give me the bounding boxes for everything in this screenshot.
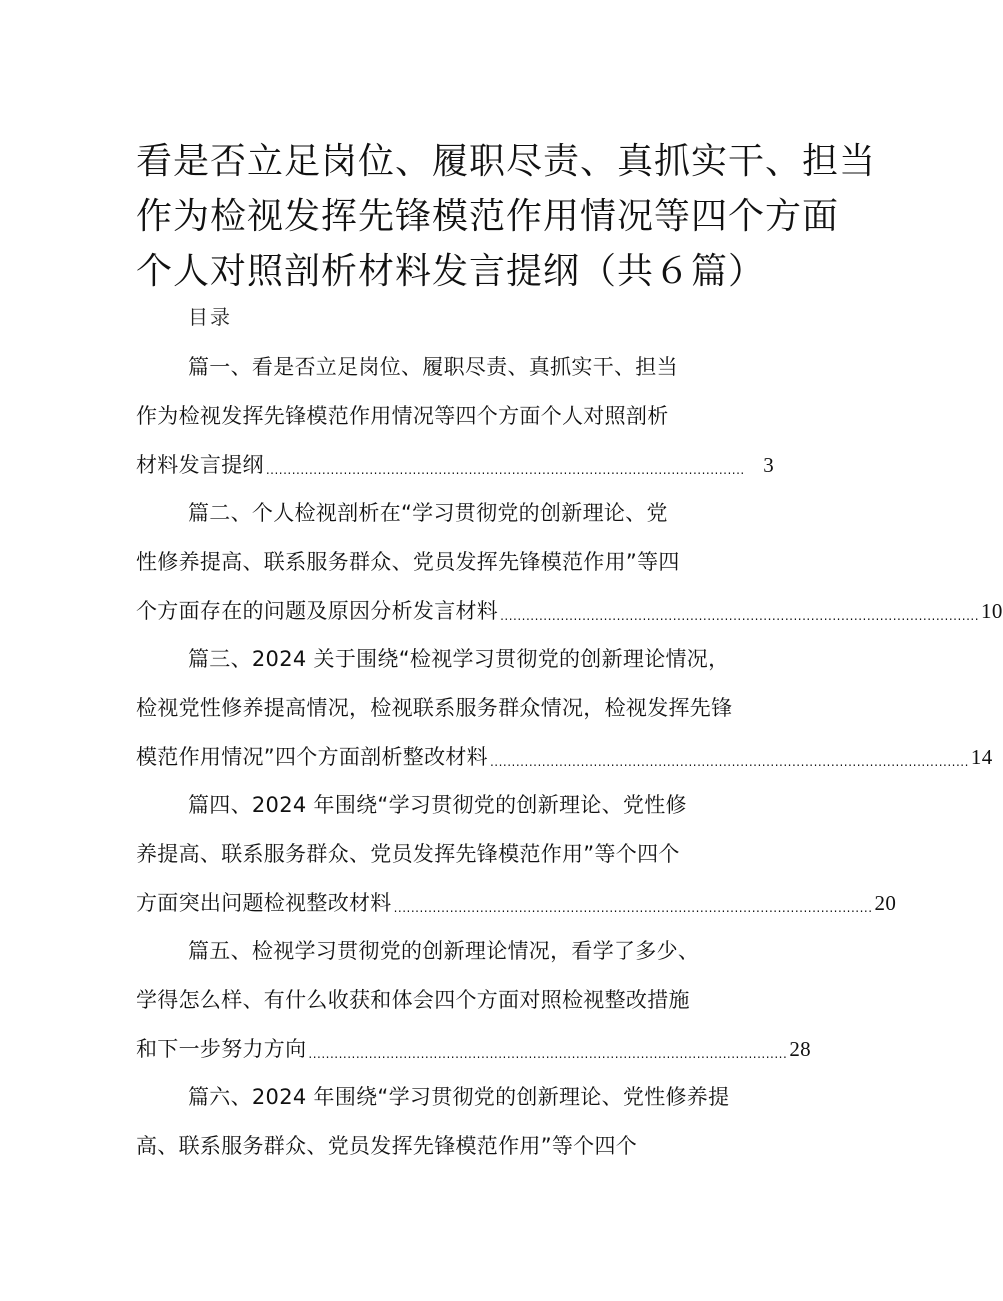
- toc-entry-title-tail: 材料发言提纲: [136, 453, 264, 477]
- title-line: 个人对照剖析材料发言提纲（共６篇）: [136, 251, 766, 292]
- toc-entry-5-line-2[interactable]: 学得怎么样、有什么收获和体会四个方面对照检视整改措施: [136, 988, 690, 1012]
- toc-page-number: 14: [970, 745, 993, 769]
- toc-entry-1-line-2[interactable]: 作为检视发挥先锋模范作用情况等四个方面个人对照剖析: [136, 404, 669, 428]
- toc-page-number: 10: [981, 599, 1003, 623]
- toc-entry-2-line-1[interactable]: 篇二、个人检视剖析在“学习贯彻党的创新理论、党: [188, 501, 668, 525]
- toc-entry-1-line-3[interactable]: [136, 449, 774, 481]
- table-of-contents: [136, 0, 1003, 1301]
- title-line: 作为检视发挥先锋模范作用情况等四个方面: [136, 196, 840, 237]
- toc-entry-2-line-3[interactable]: [136, 595, 1003, 627]
- title-line: 看是否立足岗位、履职尽责、真抓实干、担当: [136, 141, 877, 182]
- dot-leader: ...............................................................................................................: [308, 1047, 788, 1061]
- toc-entry-title-tail: 模范作用情况”四个方面剖析整改材料: [136, 745, 488, 769]
- toc-entry-title-tail: 和下一步努力方向: [136, 1037, 307, 1061]
- dot-leader: ...............................................................................................................: [489, 755, 969, 769]
- toc-entry-3-line-2[interactable]: 检视党性修养提高情况，检视联系服务群众情况，检视发挥先锋: [136, 696, 733, 720]
- dot-leader: ...............................................................................................................: [265, 463, 745, 477]
- toc-entry-4-line-2[interactable]: 养提高、联系服务群众、党员发挥先锋模范作用”等个四个: [136, 842, 680, 866]
- toc-entry-6-line-2[interactable]: 高、联系服务群众、党员发挥先锋模范作用”等个四个: [136, 1134, 638, 1158]
- toc-entry-4-line-3[interactable]: [136, 887, 897, 919]
- toc-entry-title-tail: 方面突出问题检视整改材料: [136, 891, 392, 915]
- toc-entry-title-tail: 个方面存在的问题及原因分析发言材料: [136, 599, 499, 623]
- toc-page-number: 3: [763, 453, 774, 477]
- toc-entry-1-line-1[interactable]: 篇一、看是否立足岗位、履职尽责、真抓实干、担当: [188, 355, 678, 379]
- toc-page-number: 20: [874, 891, 897, 915]
- toc-entry-5-line-1[interactable]: 篇五、检视学习贯彻党的创新理论情况，看学了多少、: [188, 939, 700, 963]
- toc-entry-5-line-3[interactable]: [136, 1033, 811, 1065]
- toc-entry-4-line-1[interactable]: 篇四、2024 年围绕“学习贯彻党的创新理论、党性修: [188, 793, 687, 817]
- dot-leader: ...............................................................................................................: [500, 609, 980, 623]
- toc-entry-2-line-2[interactable]: 性修养提高、联系服务群众、党员发挥先锋模范作用”等四: [136, 550, 680, 574]
- dot-leader: ...............................................................................................................: [393, 901, 873, 915]
- toc-entry-6-line-1[interactable]: 篇六、2024 年围绕“学习贯彻党的创新理论、党性修养提: [188, 1085, 730, 1109]
- toc-entry-3-line-1[interactable]: 篇三、2024 关于围绕“检视学习贯彻党的创新理论情况，: [188, 647, 730, 671]
- toc-entry-3-line-3[interactable]: [136, 741, 993, 773]
- toc-page-number: 28: [789, 1037, 811, 1061]
- toc-heading: 目录: [188, 305, 232, 329]
